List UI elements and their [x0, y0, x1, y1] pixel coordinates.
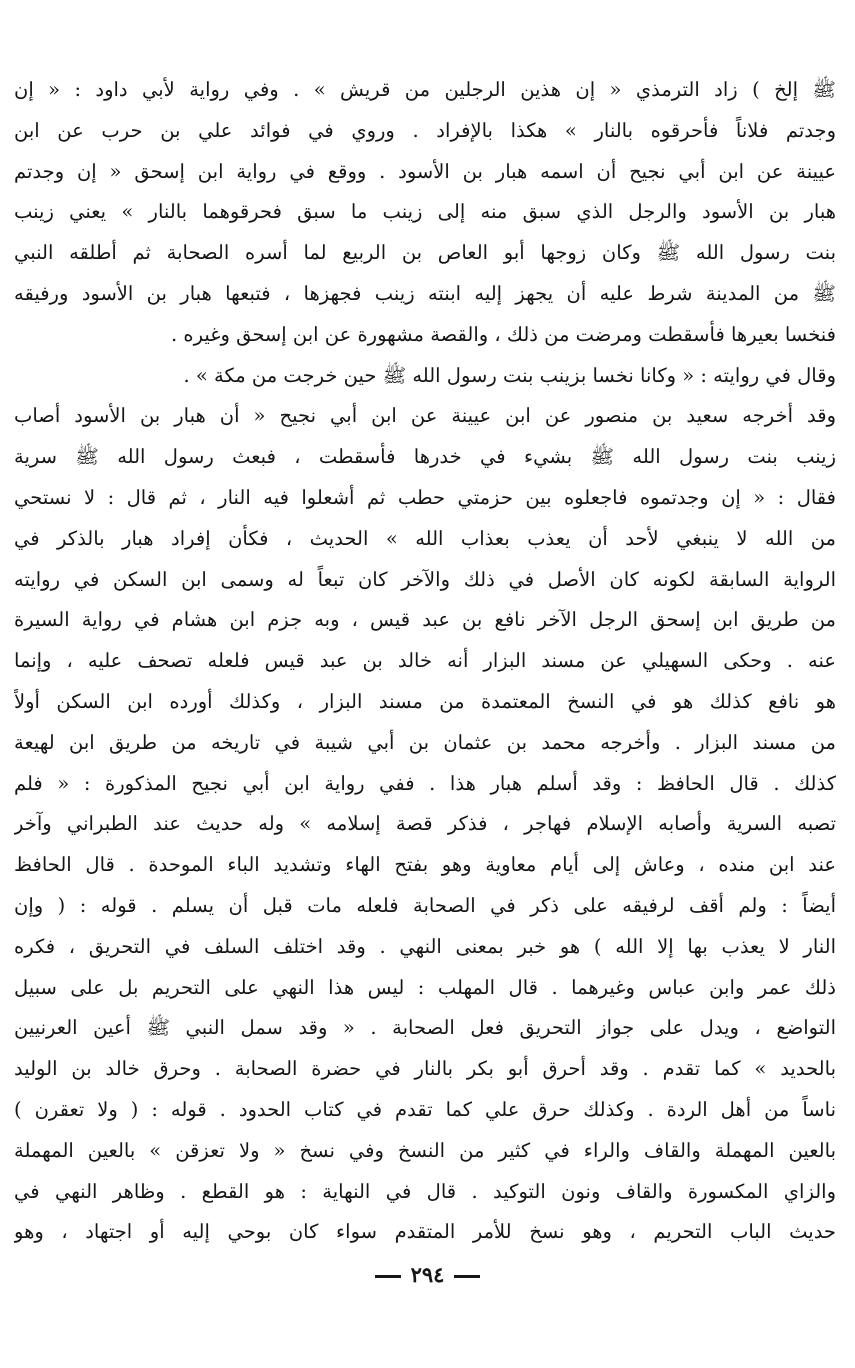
footer-dash-right	[454, 1275, 480, 1278]
page-number-footer	[0, 1262, 855, 1287]
text-line: فنخسا بعيرها فأسقطت ومرضت من ذلك ، والقصة مشهورة عن ابن إسحق وغيره .	[171, 322, 836, 346]
text-line: النار لا يعذب بها إلا الله ) هو خبر بمعنى النهي . وقد اختلف السلف في التحريق ، فكره	[14, 934, 836, 958]
text-line: عيينة عن ابن أبي نجيح أن اسمه هبار بن الأسود . ووقع في رواية ابن إسحق « إن وجدتم	[14, 159, 836, 183]
text-line: عند ابن منده ، وعاش إلى أيام معاوية وهو بفتح الهاء وتشديد الباء الموحدة . قال الحافظ	[14, 853, 836, 877]
text-line: والزاي المكسورة والقاف ونون التوكيد . قال في النهاية : هو القطع . وظاهر النهي في	[14, 1179, 836, 1203]
text-line: زينب بنت رسول الله ﷺ بشيء في خدرها فأسقطت ، فبعث رسول الله ﷺ سرية	[14, 445, 836, 469]
footer-dash-left	[375, 1275, 401, 1278]
text-line: وقال في روايته : « وكانا نخسا بزينب بنت رسول الله ﷺ حين خرجت من مكة » .	[183, 363, 836, 387]
text-line: بالعين المهملة والقاف والراء في كثير من النسخ وفي نسخ « ولا تعزقن » بالعين المهملة	[14, 1138, 836, 1162]
text-line: وجدتم فلاناً فأحرقوه بالنار » هكذا بالإفراد . وروي في فوائد علي بن حرب عن ابن	[14, 118, 836, 142]
page-number: ٢٩٤	[410, 1262, 445, 1287]
text-line: فقال : « إن وجدتموه فاجعلوه بين حزمتي حطب ثم أشعلوا فيه النار ، ثم قال : لا نستحي	[14, 485, 836, 509]
text-line: الرواية السابقة لكونه كان الأصل في ذلك والآخر كان تبعاً له وسمى ابن السكن في روايته	[14, 567, 836, 591]
text-line: كذلك . قال الحافظ : وقد أسلم هبار هذا . ففي رواية ابن أبي نجيح المذكورة : « فلم	[14, 771, 836, 795]
text-line: من طريق ابن إسحق الرجل الآخر نافع بن عبد قيس ، وبه جزم ابن هشام في رواية السيرة	[14, 608, 836, 632]
text-line: ذلك عمر وابن عباس وغيرهما . قال المهلب : ليس هذا النهي على التحريم بل على سبيل	[14, 975, 836, 999]
text-line: ﷺ من المدينة شرط عليه أن يجهز إليه ابنته زينب فجهزها ، فتبعها هبار بن الأسود ورفيقه	[14, 281, 836, 305]
text-line: بنت رسول الله ﷺ وكان زوجها أبو العاص بن الربيع لما أسره الصحابة ثم أطلقه النبي	[14, 241, 836, 265]
text-line: هبار بن الأسود والرجل الذي سبق منه إلى زينب ما سبق فحرقوهما بالنار » يعني زينب	[14, 200, 836, 224]
text-line: بالحديد » كما تقدم . وقد أحرق أبو بكر بالنار في حضرة الصحابة . وحرق خالد بن الوليد	[14, 1057, 836, 1081]
body-text	[14, 70, 836, 1253]
text-line: ﷺ إلخ ) زاد الترمذي « إن هذين الرجلين من قريش » . وفي رواية لأبي داود : « إن	[14, 78, 836, 101]
text-line: من الله لا ينبغي لأحد أن يعذب بعذاب الله » الحديث ، فكأن إفراد هبار بالذكر في	[14, 526, 836, 550]
text-line: هو نافع كذلك هو في النسخ المعتمدة من مسند البزار ، وكذلك أورده ابن السكن أولاً	[14, 689, 836, 713]
text-line: تصبه السرية وأصابه الإسلام فهاجر ، فذكر قصة إسلامه » وله حديث عند الطبراني وآخر	[14, 812, 836, 836]
text-line: عنه . وحكى السهيلي عن مسند البزار أنه خالد بن عبد قيس فلعله تصحف عليه ، وإنما	[14, 649, 836, 673]
text-line: التواضع ، ويدل على جواز التحريق فعل الصحابة . « وقد سمل النبي ﷺ أعين العرنيين	[14, 1016, 836, 1040]
text-line: من مسند البزار . وأخرجه محمد بن عثمان بن أبي شيبة في تاريخه من طريق ابن لهيعة	[14, 730, 836, 754]
text-line: حديث الباب التحريم ، وهو نسخ للأمر المتقدم سواء كان بوحي إليه أو اجتهاد ، وهو	[14, 1220, 836, 1244]
text-line: وقد أخرجه سعيد بن منصور عن ابن عيينة عن ابن أبي نجيح « أن هبار بن الأسود أصاب	[14, 404, 836, 428]
text-line: أيضاً : ولم أقف لرفيقه على ذكر في الصحابة فلعله مات قبل أن يسلم . قوله : ( وإن	[14, 893, 836, 917]
text-line: ناساً من أهل الردة . وكذلك حرق علي كما تقدم في كتاب الحدود . قوله : ( ولا تعقرن )	[14, 1097, 836, 1121]
